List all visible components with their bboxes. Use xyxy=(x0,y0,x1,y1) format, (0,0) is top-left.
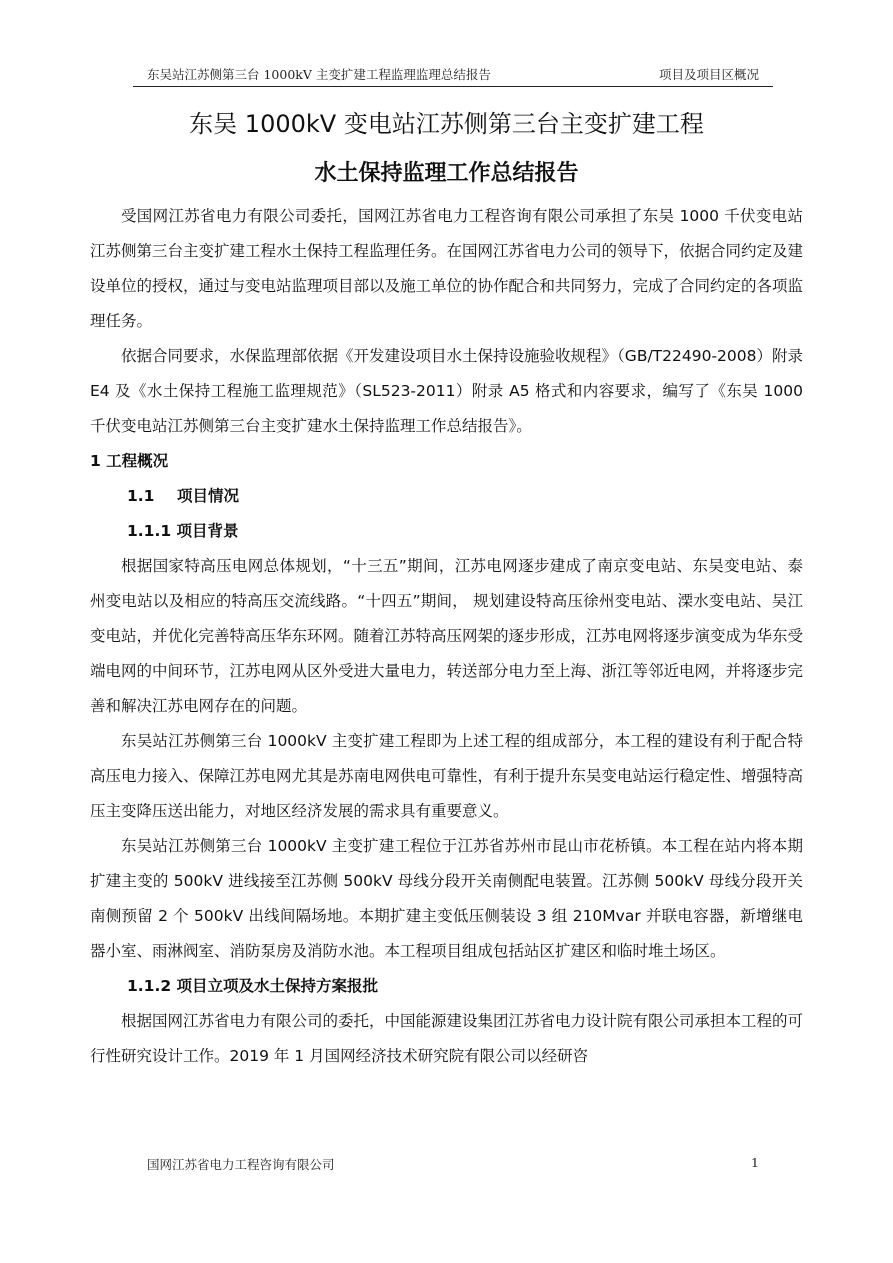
document-title: 东吴 1000kV 变电站江苏侧第三台主变扩建工程 xyxy=(189,110,704,138)
section-heading-1-1 xyxy=(90,479,803,514)
background-paragraph-1: 根据国家特高压电网总体规划，“十三五”期间，江苏电网逐步建成了南京变电站、东吴变电站、泰州变电站以及相应的特高压交流线路。“十四五”期间， 规划建设特高压徐州变电站、溧水变电站、吴江变电站，并优化完善特高压华东环网。随着江苏特高压网架的逐步形成，江苏电网将逐步演变成为华东受端电网的中间环节，江苏电网从区外受进大量电力，转送部分电力至上海、浙江等邻近电网，并将逐步完善和解决江苏电网存在的问题。 xyxy=(90,557,804,715)
section-heading-text: 项目情况 xyxy=(177,487,240,505)
page-header xyxy=(133,62,773,87)
document-subtitle: 水土保持监理工作总结报告 xyxy=(314,161,579,186)
section-heading-1-1-1: 1.1.1 项目背景 xyxy=(127,522,239,540)
document-body xyxy=(90,199,803,1074)
background-paragraph-3: 东吴站江苏侧第三台 1000kV 主变扩建工程位于江苏省苏州市昆山市花桥镇。本工程在站内将本期扩建主变的 500kV 进线接至江苏侧 500kV 母线分段开关南侧配电装置。江苏侧 500kV 母线分段开关南侧预留 2 个 500kV 出线间隔场地。本期扩建主变低压侧装设 3 组 210Mvar 并联电容器，新增继电器小室、雨淋阀室、消防泵房及消防水池。本工程项目组成包括站区扩建区和临时堆土场区。 xyxy=(90,837,803,960)
header-section-title: 项目及项目区概况 xyxy=(658,67,759,82)
header-report-title: 东吴站江苏侧第三台 1000kV 主变扩建工程监理监理总结报告 xyxy=(147,67,491,82)
intro-paragraph-1: 受国网江苏省电力有限公司委托，国网江苏省电力工程咨询有限公司承担了东吴 1000 千伏变电站江苏侧第三台主变扩建工程水土保持工程监理任务。在国网江苏省电力公司的领导下，依据合同约定及建设单位的授权，通过与变电站监理项目部以及施工单位的协作配合和共同努力，完成了合同约定的各项监理任务。 xyxy=(90,207,804,330)
page-number: 1 xyxy=(751,1155,759,1170)
footer-company: 国网江苏省电力工程咨询有限公司 xyxy=(147,1157,335,1172)
section-heading-1-1-2: 1.1.2 项目立项及水土保持方案报批 xyxy=(127,977,379,995)
intro-paragraph-2: 依据合同要求，水保监理部依据《开发建设项目水土保持设施验收规程》（GB/T22490-2008）附录 E4 及《水土保持工程施工监理规范》（SL523-2011）附录 A5 格式和内容要求，编写了《东吴 1000 千伏变电站江苏侧第三台主变扩建水土保持监理工作总结报告》。 xyxy=(90,347,803,435)
section-number: 1.1 xyxy=(127,487,155,505)
approval-paragraph-1: 根据国网江苏省电力有限公司的委托，中国能源建设集团江苏省电力设计院有限公司承担本工程的可行性研究设计工作。2019 年 1 月国网经济技术研究院有限公司以经研咨 xyxy=(90,1012,804,1065)
background-paragraph-2: 东吴站江苏侧第三台 1000kV 主变扩建工程即为上述工程的组成部分，本工程的建设有利于配合特高压电力接入、保障江苏电网尤其是苏南电网供电可靠性，有利于提升东吴变电站运行稳定性、增强特高压主变降压送出能力，对地区经济发展的需求具有重要意义。 xyxy=(90,732,804,820)
section-heading-1: 1 工程概况 xyxy=(90,452,169,470)
